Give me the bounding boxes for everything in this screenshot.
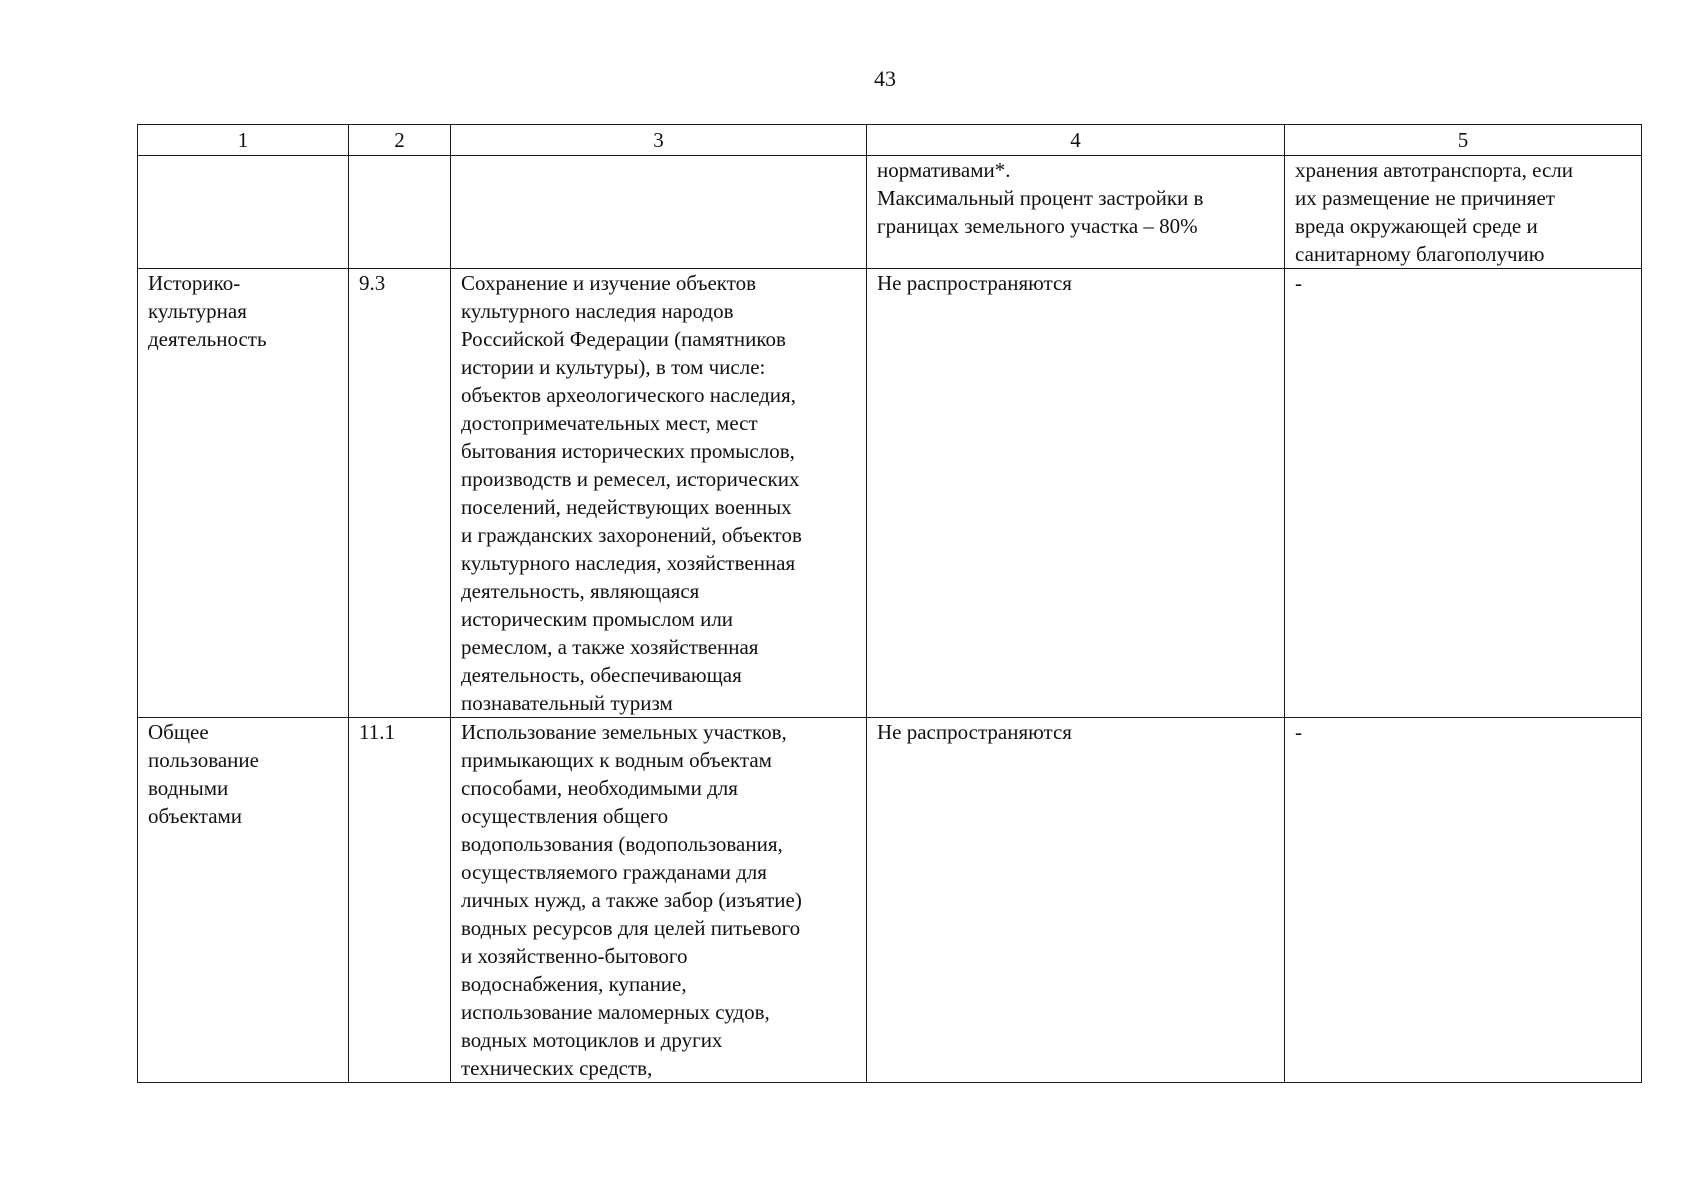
header-col-4: 4 bbox=[867, 125, 1285, 156]
cell-restrictions: - bbox=[1285, 269, 1642, 718]
land-use-table bbox=[137, 124, 1642, 1083]
cell-code: 11.1 bbox=[349, 718, 451, 1083]
cell-parameters: Не распространяются bbox=[867, 718, 1285, 1083]
cell-description: Использование земельных участков, примыкающих к водным объектам способами, необходимыми для осуществления общего водопользования (водопользования, осуществляемого гражданами для личных нужд, а также забор (изъятие) водных ресурсов для целей питьевого и хозяйственно-бытового водоснабжения, купание, использование маломерных судов, водных мотоциклов и других технических средств, bbox=[451, 718, 867, 1083]
cell-description: Сохранение и изучение объектов культурного наследия народов Российской Федерации (памятников истории и культуры), в том числе: объектов археологического наследия, достопримечательных мест, мест бытования исторических промыслов, производств и ремесел, исторических поселений, недействующих военных и гражданских захоронений, объектов культурного наследия, хозяйственная деятельность, являющаяся историческим промыслом или ремеслом, а также хозяйственная деятельность, обеспечивающая познавательный туризм bbox=[451, 269, 867, 718]
page-number: 43 bbox=[874, 66, 896, 91]
cell-parameters: Не распространяются bbox=[867, 269, 1285, 718]
cell-restrictions: - bbox=[1285, 718, 1642, 1083]
cell-parameters: нормативами*. Максимальный процент застройки в границах земельного участка – 80% bbox=[867, 156, 1285, 269]
cell-use-type: Общее пользование водными объектами bbox=[138, 718, 349, 1083]
cell-use-type bbox=[138, 156, 349, 269]
header-col-5: 5 bbox=[1285, 125, 1642, 156]
header-col-3: 3 bbox=[451, 125, 867, 156]
table-header-row bbox=[138, 125, 1642, 156]
header-col-2: 2 bbox=[349, 125, 451, 156]
cell-code bbox=[349, 156, 451, 269]
table-row bbox=[138, 156, 1642, 269]
cell-description bbox=[451, 156, 867, 269]
cell-use-type: Историко- культурная деятельность bbox=[138, 269, 349, 718]
cell-restrictions: хранения автотранспорта, если их размещение не причиняет вреда окружающей среде и санитарному благополучию bbox=[1285, 156, 1642, 269]
header-col-1: 1 bbox=[138, 125, 349, 156]
cell-code: 9.3 bbox=[349, 269, 451, 718]
table-row bbox=[138, 269, 1642, 718]
table-row bbox=[138, 718, 1642, 1083]
